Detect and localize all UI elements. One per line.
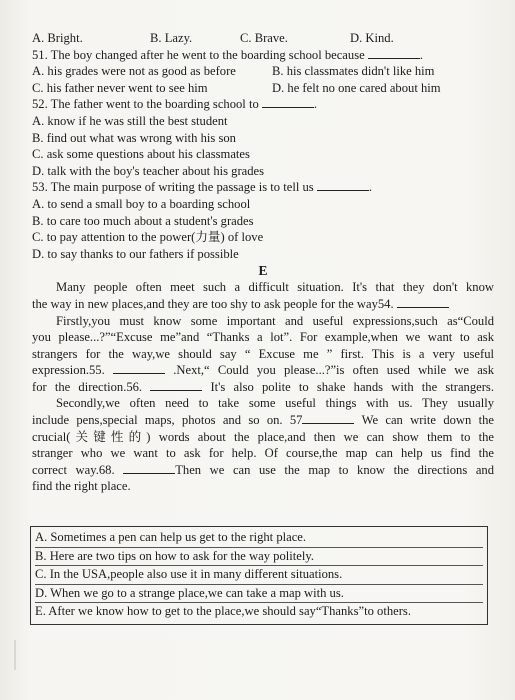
passage-line: Secondly,we often need to take some useful things with us. They usually [56, 396, 494, 411]
passage-line: the way in new places,and they are too shy to ask people for the way54. [32, 296, 494, 313]
q52-option-c: C. ask some questions about his classmates [32, 147, 250, 162]
q51-options-cd [32, 80, 494, 97]
passage-line: find the right place. [32, 479, 131, 494]
passage-line: expression.55. .Next,“ Could you please...?”is often used while we ask [32, 363, 494, 378]
q52-option-a: A. know if he was still the best student [32, 113, 228, 128]
q52-option-d: D. talk with the boy's teacher about his grades [32, 163, 265, 178]
q50-options [32, 30, 494, 47]
q51-option-b: B. his classmates didn't like him [272, 64, 435, 79]
answer-blank-57 [302, 412, 354, 424]
answer-blank-54 [397, 296, 449, 308]
q50-option-b: B. Lazy. [150, 31, 193, 45]
q50-option-a: A. Bright. [32, 31, 83, 45]
q52-option-b: B. find out what was wrong with his son [32, 130, 236, 145]
scan-mark [14, 640, 16, 670]
q53-stem: 53. The main purpose of writing the passage is to tell us . [32, 180, 372, 195]
passage-line: strangers for the way,we should say “ Excuse me ” first. This is a very useful [32, 346, 494, 361]
answer-blank [368, 47, 420, 59]
passage-line: include pens,special maps, photos and so on. 57 We can write down the [32, 413, 495, 428]
q51-options-ab [32, 63, 494, 80]
passage-line: crucial(关键性的) words about the place,and then we can show them to the [32, 429, 494, 444]
passage-line: you please...?”“Excuse me”and “Thanks a lot”. For example,when we want to ask [32, 330, 494, 345]
q51-option-d: D. he felt no one cared about him [272, 80, 441, 95]
answer-blank [317, 179, 369, 191]
q50-option-d: D. Kind. [350, 31, 394, 45]
passage-line: Many people often meet such a difficult situation. It's that they don't know [56, 280, 494, 295]
q51-stem: 51. The boy changed after he went to the boarding school because . [32, 47, 424, 62]
box-option-c: C. In the USA,people also use it in many different situations. [35, 566, 483, 585]
box-option-e: E. After we know how to get to the place,we should say“Thanks”to others. [35, 604, 411, 619]
q51-option-a: A. his grades were not as good as before [32, 64, 236, 79]
section-heading: E [258, 263, 268, 279]
q50-option-c: C. Brave. [240, 31, 288, 45]
question-sheet [32, 30, 494, 495]
answer-blank [262, 96, 314, 108]
options-box [30, 526, 488, 625]
box-option-b: B. Here are two tips on how to ask for the way politely. [35, 548, 483, 567]
answer-blank-58 [123, 462, 175, 474]
box-option-d: D. When we go to a strange place,we can take a map with us. [35, 585, 483, 604]
q53-option-a: A. to send a small boy to a boarding school [32, 196, 251, 211]
passage-line: Firstly,you must know some important and useful expressions,such as“Could [56, 313, 494, 328]
q53-option-b: B. to care too much about a student's grades [32, 213, 254, 228]
passage-line: stranger who we want to ask for help. Of course,the map can help us find the [32, 446, 494, 461]
q51-option-c: C. his father never went to see him [32, 80, 208, 95]
box-option-a: A. Sometimes a pen can help us get to the right place. [35, 529, 483, 548]
passage-line: for the direction.56. It's also polite to shake hands with the strangers. [32, 379, 494, 394]
answer-blank-56 [150, 379, 202, 391]
q52-stem: 52. The father went to the boarding school to . [32, 97, 318, 112]
q53-option-c: C. to pay attention to the power(力量) of love [32, 230, 264, 245]
answer-blank-55 [113, 362, 165, 374]
passage-line: correct way.68. Then we can use the map to know the directions and [32, 462, 495, 477]
q53-option-d: D. to say thanks to our fathers if possible [32, 246, 239, 261]
passage [32, 279, 494, 495]
